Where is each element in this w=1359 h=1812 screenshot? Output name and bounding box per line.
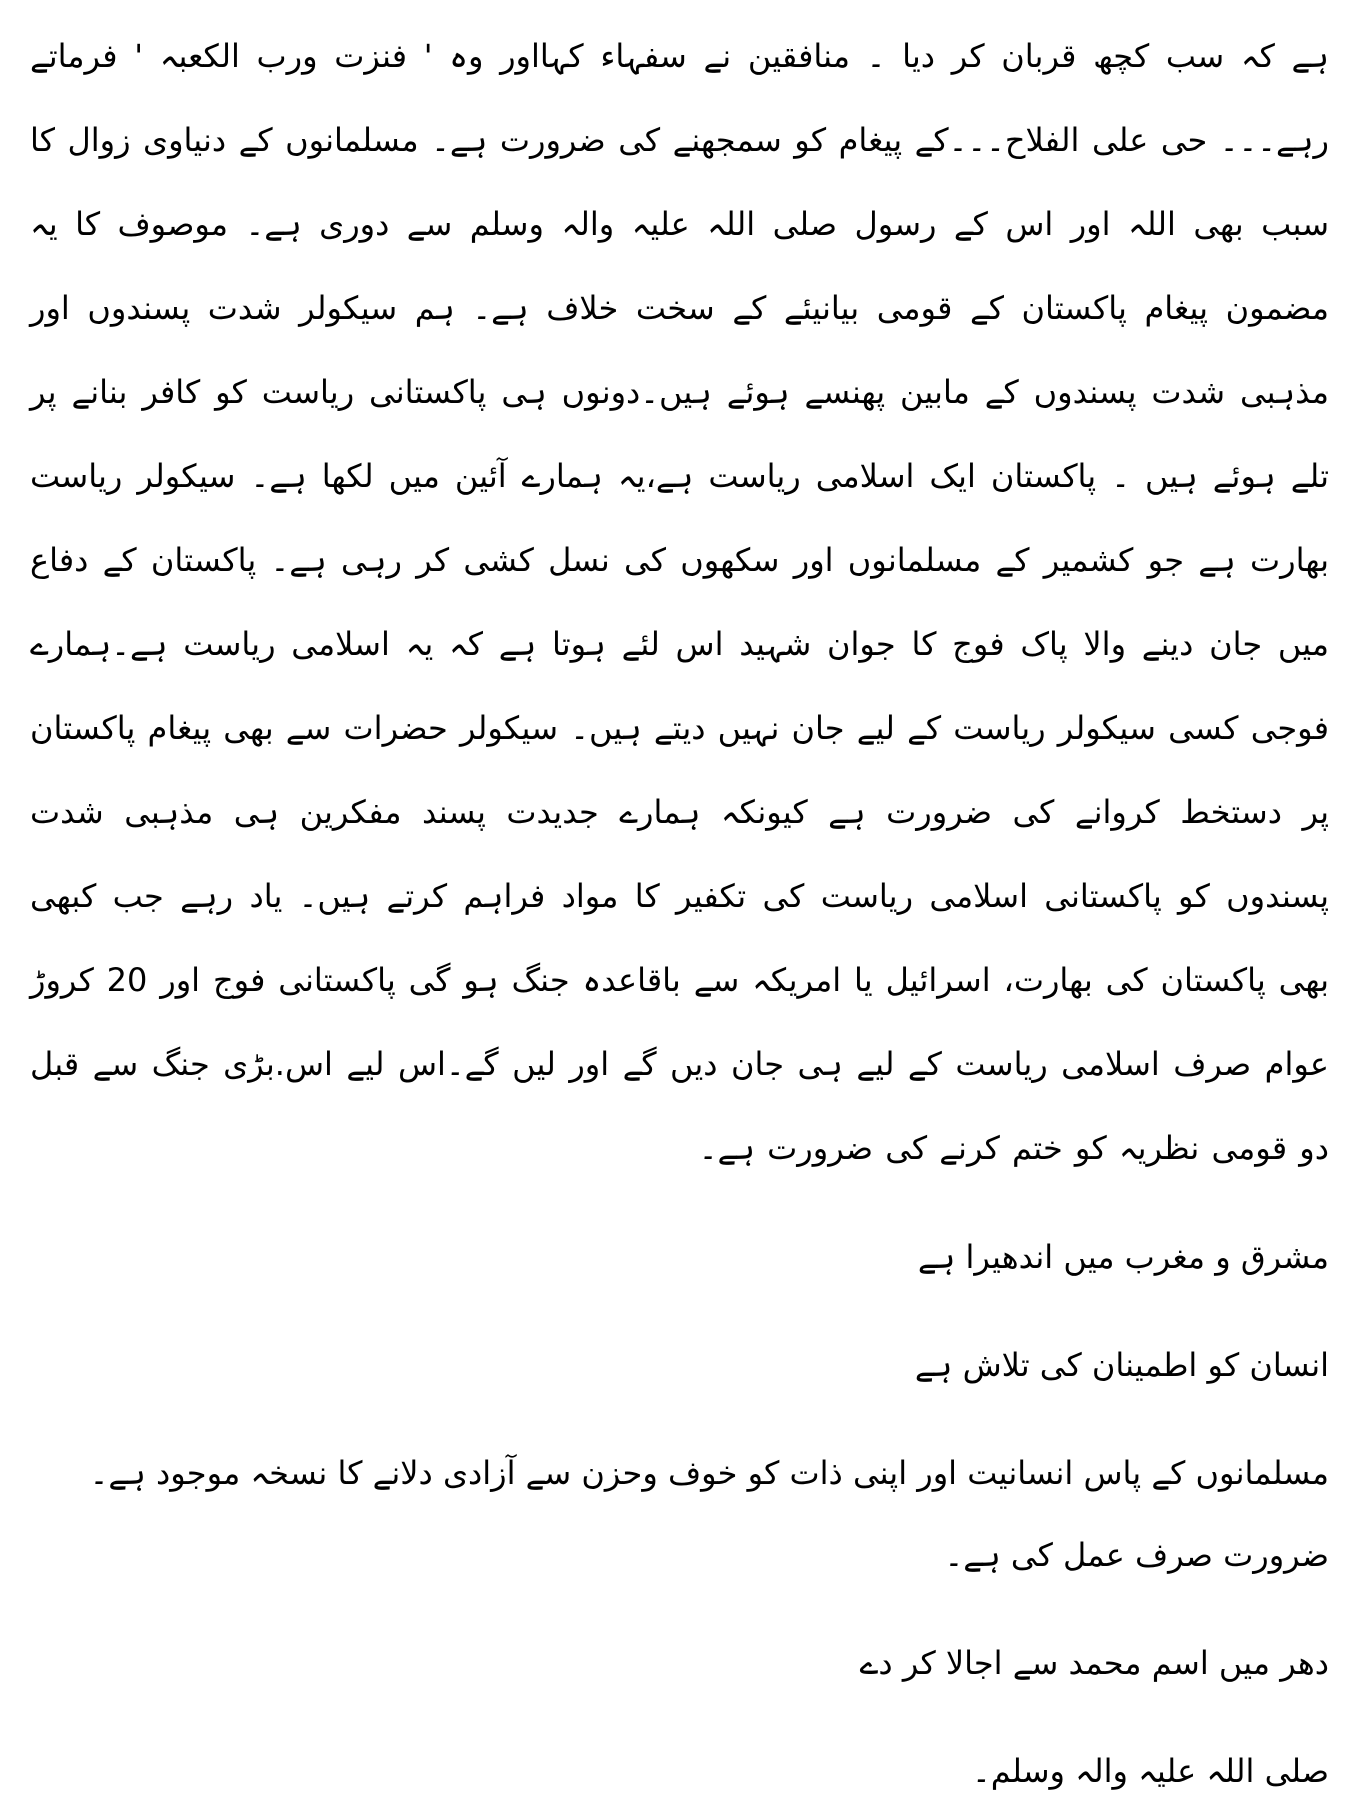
- verse-line-east-west: مشرق و مغرب میں اندھیرا ہے: [917, 1238, 1329, 1276]
- verse-line-salutation: صلی اللہ علیہ والہ وسلم۔: [972, 1752, 1329, 1790]
- verse-line-human-peace: انسان کو اطمینان کی تلاش ہے: [914, 1346, 1329, 1384]
- verse-line-name-of-muhammad: دھر میں اسم محمد سے اجالا کر دے: [859, 1644, 1329, 1682]
- body-paragraph: ہے کہ سب کچھ قربان کر دیا ۔ منافقین نے سفہاء کہااور وہ ' فنزت ورب الکعبہ ' فرماتے رہے۔۔۔ حی علی الفلاح۔۔۔کے پیغام کو سمجھنے کی ضرورت ہے۔ مسلمانوں کے دنیاوی زوال کا سبب بھی اللہ اور اس کے رسول صلی اللہ علیہ والہ وسلم سے دوری ہے۔ موصوف کا یہ مضمون پیغام پاکستان کے قومی بیانیئے کے سخت خلاف ہے۔ ہم سیکولر شدت پسندوں اور مذہبی شدت پسندوں کے مابین پھنسے ہوئے ہیں۔دونوں ہی پاکستانی ریاست کو کافر بنانے پر تلے ہوئے ہیں ۔ پاکستان ایک اسلامی ریاست ہے،یہ ہمارے آئین میں لکھا ہے۔ سیکولر ریاست بھارت ہے جو کشمیر کے مسلمانوں اور سکھوں کی نسل کشی کر رہی ہے۔ پاکستان کے دفاع میں جان دینے والا پاک فوج کا جوان شہید اس لئے ہوتا ہے کہ یہ اسلامی ریاست ہے۔ہمارے فوجی کسی سیکولر ریاست کے لیے جان نہیں دیتے ہیں۔ سیکولر حضرات سے بھی پیغام پاکستان پر دستخط کروانے کی ضرورت ہے کیونکہ ہمارے جدیدت پسند مفکرین ہی مذہبی شدت پسندوں کو پاکستانی اسلامی ریاست کی تکفیر کا مواد فراہم کرتے ہیں۔ یاد رہے جب کبھی بھی پاکستان کی بھارت، اسرائیل یا امریکہ سے باقاعدہ جنگ ہو گی پاکستانی فوج اور 20 کروڑ عوام صرف اسلامی ریاست کے لیے ہی جان دیں گے اور لیں گے۔اس لیے اس.بڑی جنگ سے قبل دو قومی نظریہ کو ختم کرنے کی ضرورت ہے۔: [30, 37, 1330, 1167]
- verse-line-muslims-remedy: مسلمانوں کے پاس انسانیت اور اپنی ذات کو خوف وحزن سے آزادی دلانے کا نسخہ موجود ہے۔ ضرورت صرف عمل کی ہے۔: [89, 1454, 1329, 1574]
